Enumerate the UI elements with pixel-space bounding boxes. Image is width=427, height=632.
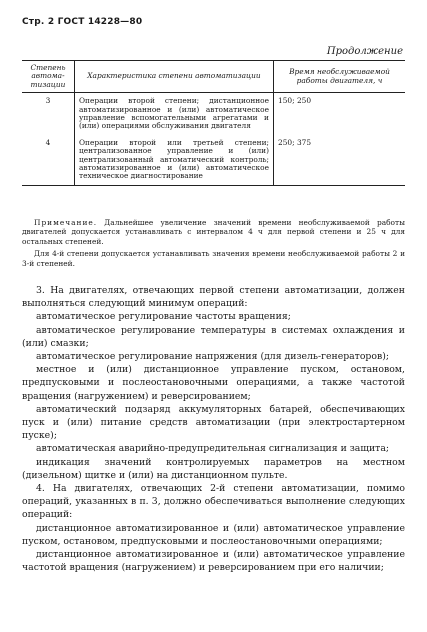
table-row	[22, 93, 405, 135]
table-row	[22, 135, 405, 186]
note-text: Дальнейшее увеличение значений времени необслуживаемой работы двигателей допускается устанавливать с интервалом 4 ч для первой степени и 25 ч для остальных степеней.	[22, 218, 405, 246]
column-header-description: Характеристика степени автоматизации	[75, 61, 274, 93]
note-label: Примечание.	[34, 218, 98, 227]
paragraph: автоматическое регулирование температуры в системах охлаждения и (или) смазки;	[22, 324, 405, 349]
table-cell-degree: 3	[45, 96, 51, 106]
paragraph: автоматическая аварийно-предупредительная сигнализация и защита;	[36, 443, 389, 455]
column-header-degree: Степень автома-тизации	[22, 61, 75, 93]
paragraph: индикация значений контролируемых параметров на местном (дизельном) щитке и (или) на дистанционном пульте.	[22, 456, 405, 481]
paragraph: автоматический подзаряд аккумуляторных батарей, обеспечивающих пуск и (или) питание средств автоматизации (при электростартерном пуске);	[22, 403, 405, 442]
table-cell-time: 250; 375	[274, 135, 406, 186]
paragraph: автоматическое регулирование напряжения (для дизель-генераторов);	[36, 351, 389, 363]
continuation-label: Продолжение	[326, 46, 403, 57]
table-cell-description: Операции второй степени; дистанционное автоматизированное и (или) автоматическое управление вспомогательными агрегатами и (или) операциями обслуживания двигателя	[75, 93, 274, 135]
page-header: Стр. 2 ГОСТ 14228—80	[22, 17, 143, 27]
paragraph: 4. На двигателях, отвечающих 2-й степени автоматизации, помимо операций, указанных в п. 3, должно обеспечиваться выполнение следующих операций:	[22, 483, 405, 521]
column-header-time: Время необслуживаемой работы двигателя, ч	[274, 61, 406, 93]
paragraph: дистанционное автоматизированное и (или) автоматическое управление частотой вращения (нагружением) и реверсированием при его наличии;	[22, 549, 405, 574]
table-cell-degree: 4	[22, 135, 75, 186]
paragraph: автоматическое регулирование частоты вращения;	[36, 311, 291, 323]
note-paragraph	[22, 218, 405, 246]
paragraph: 3. На двигателях, отвечающих первой степени автоматизации, должен выполняться следующий минимум операций:	[22, 285, 405, 310]
automation-degree-table	[22, 60, 405, 186]
note-paragraph: Для 4-й степени допускается устанавливать значения времени необслуживаемой работы 2 и 3-й степеней.	[22, 249, 405, 268]
table-cell-time: 150; 250	[274, 93, 406, 135]
paragraph: дистанционное автоматизированное и (или) автоматическое управление пуском, остановом, предпусковыми и послеостановочными операциями;	[22, 522, 405, 547]
body-text	[22, 284, 405, 574]
table-header-row	[22, 61, 405, 93]
paragraph: местное и (или) дистанционное управление пуском, остановом, предпусковыми и послеостановочными операциями, а также частотой вращения (нагружением) и реверсированием;	[22, 364, 405, 402]
table-note	[22, 218, 405, 268]
table-cell-description: Операции второй или третьей степени; централизованное управление и (или) централизованный автоматический контроль; автоматизированное и (или) автоматическое техническое диагностирование	[75, 135, 274, 186]
